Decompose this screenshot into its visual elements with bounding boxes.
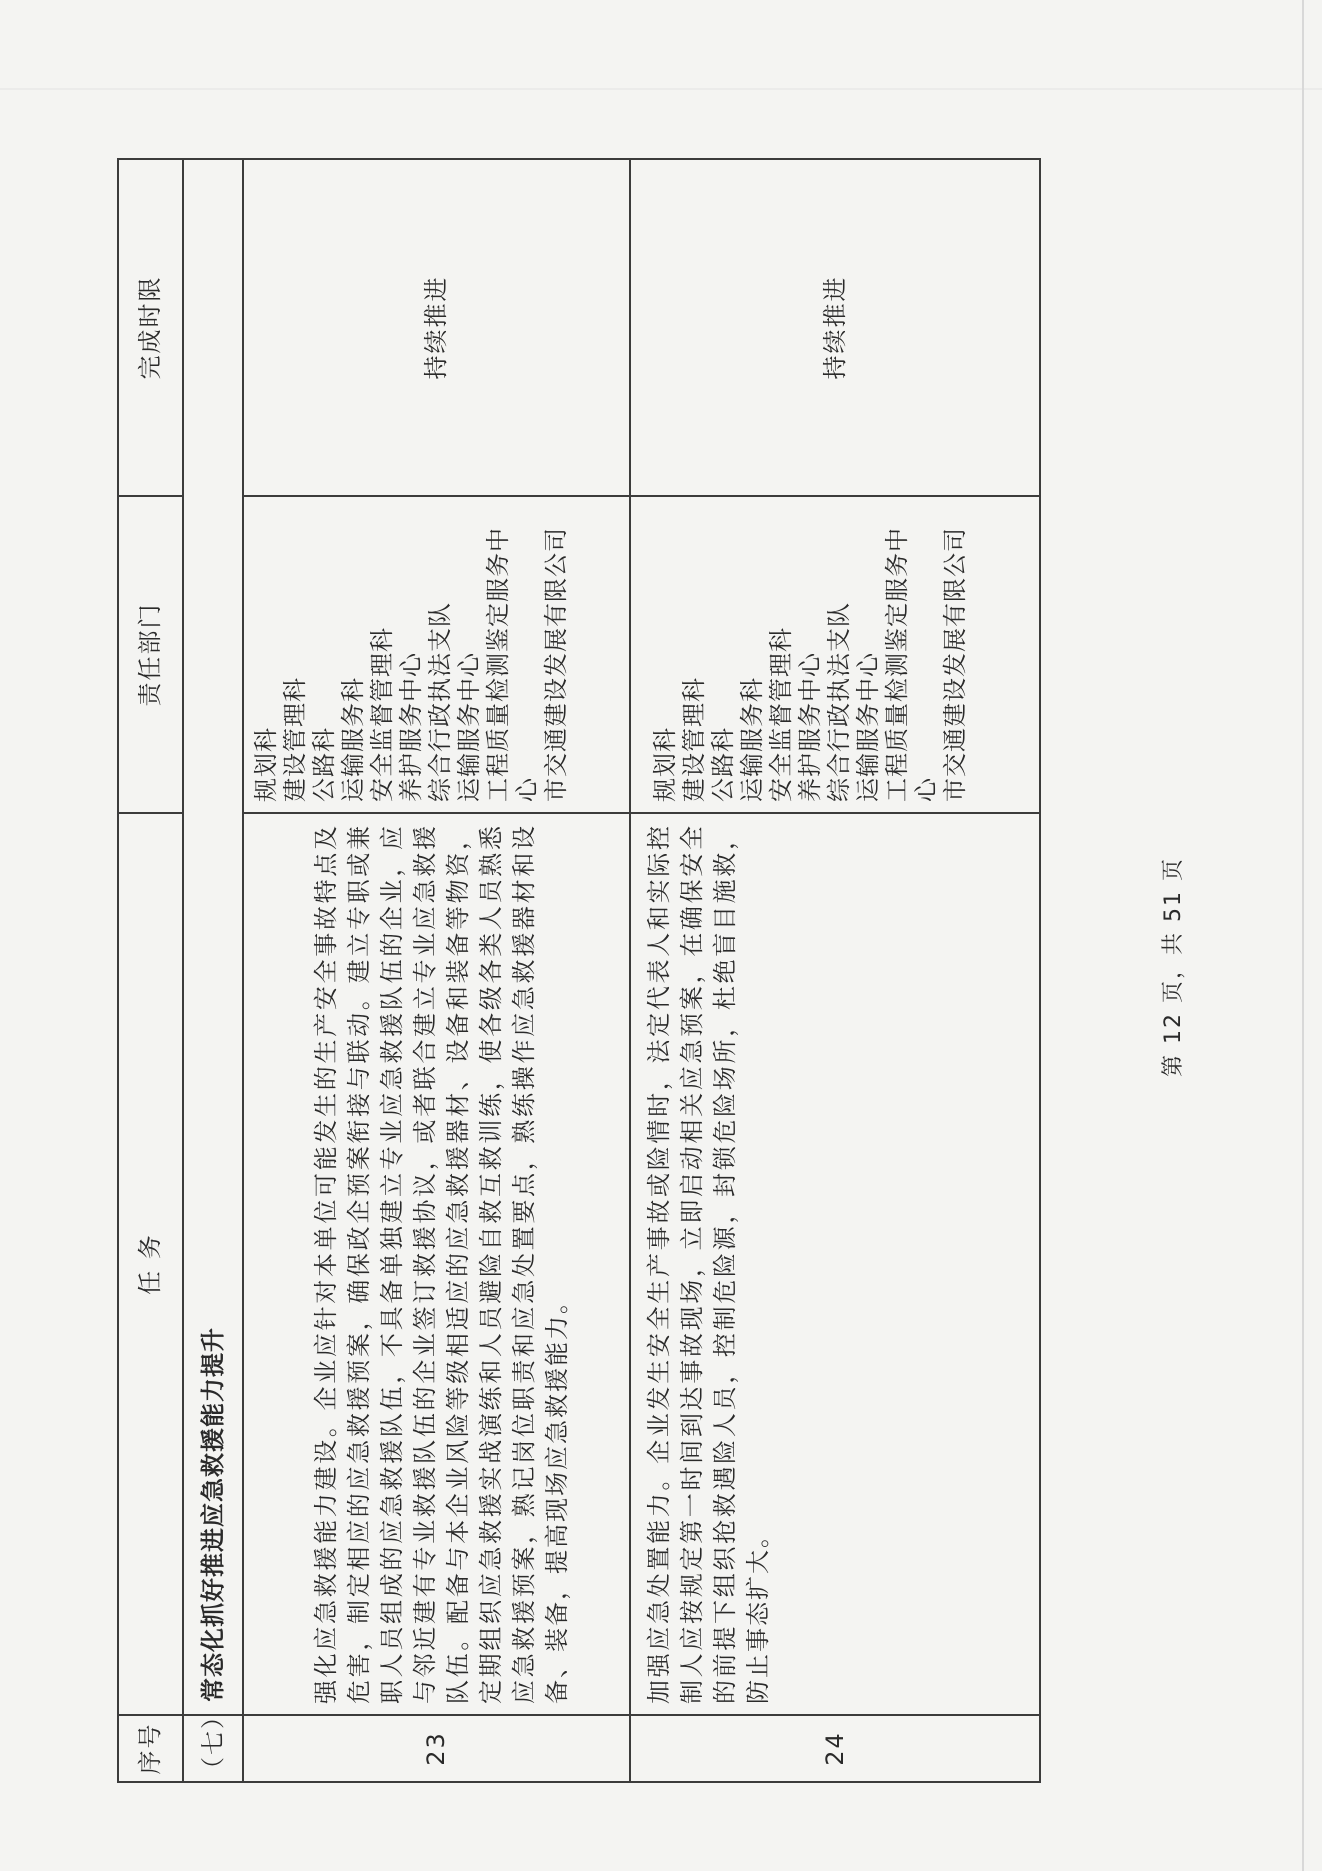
table-row (630, 159, 1040, 1782)
dept-item: 运输服务中心 (854, 652, 882, 802)
section-number: （七） (183, 1715, 243, 1782)
dept-item: 养护服务中心 (796, 652, 824, 802)
section-row (183, 159, 243, 1782)
dept-item: 安全监督管理科 (368, 627, 396, 802)
table-row (243, 159, 630, 1782)
dept-item: 安全监督管理科 (767, 627, 795, 802)
dept-item: 工程质量检测鉴定服务中心 (883, 527, 940, 802)
dept-item: 公路科 (310, 727, 338, 802)
row-number: 24 (630, 1715, 1040, 1782)
dept-list (244, 497, 571, 812)
header-dept: 责任部门 (118, 496, 183, 813)
dept-item: 运输服务中心 (455, 652, 483, 802)
header-task: 任 务 (118, 813, 183, 1715)
task-description: 加强应急处置能力。企业发生安全生产事故或险情时，法定代表人和实际控制人应按规定第一时间到达事故现场，立即启动相关应急预案，在确保安全的前提下组织抢救遇险人员，控制危险源，封锁危险场所，杜绝盲目施救，防止事态扩大。 (645, 824, 772, 1704)
header-deadline: 完成时限 (118, 159, 183, 496)
task-description: 强化应急救援能力建设。企业应针对本单位可能发生的生产安全事故特点及危害，制定相应的应急救援预案，确保政企预案衔接与联动。建立专职或兼职人员组成的应急救援队伍，不具备单独建立专业应急救援队伍的企业，应与邻近建有专业救援队伍的企业签订救援协议，或者联合建立专业应急救援队伍。配备与本企业风险等级相适应的应急救援器材、设备和装备等物资，定期组织应急救援实战演练和人员避险自救互救训练，使各级各类人员熟悉应急救援预案，熟记岗位职责和应急处置要点，熟练操作应急救援器材和设备、装备，提高现场应急救援能力。 (312, 824, 571, 1704)
dept-item: 养护服务中心 (397, 652, 425, 802)
dept-item: 综合行政执法支队 (426, 602, 454, 802)
dept-item: 建设管理科 (281, 677, 309, 802)
dept-item: 运输服务科 (738, 677, 766, 802)
scan-shadow (0, 88, 1322, 90)
dept-item: 建设管理科 (680, 677, 708, 802)
dept-item: 规划科 (252, 727, 280, 802)
task-table-rotated (117, 168, 1039, 1783)
dept-item: 工程质量检测鉴定服务中心 (484, 527, 541, 802)
dept-item: 运输服务科 (339, 677, 367, 802)
header-no: 序号 (118, 1715, 183, 1782)
dept-item: 市交通建设发展有限公司 (542, 527, 570, 802)
dept-item: 市交通建设发展有限公司 (941, 527, 969, 802)
task-table (117, 158, 1041, 1783)
dept-item: 规划科 (651, 727, 679, 802)
dept-item: 公路科 (709, 727, 737, 802)
dept-item: 综合行政执法支队 (825, 602, 853, 802)
section-title: 常态化抓好推进应急救援能力提升 (183, 159, 243, 1715)
deadline: 持续推进 (630, 159, 1040, 496)
row-number: 23 (243, 1715, 630, 1782)
page-number: 第 12 页，共 51 页 (1161, 857, 1186, 1077)
dept-list (631, 497, 970, 812)
table-header-row (118, 159, 183, 1782)
deadline: 持续推进 (243, 159, 630, 496)
page-edge (1302, 0, 1304, 1871)
